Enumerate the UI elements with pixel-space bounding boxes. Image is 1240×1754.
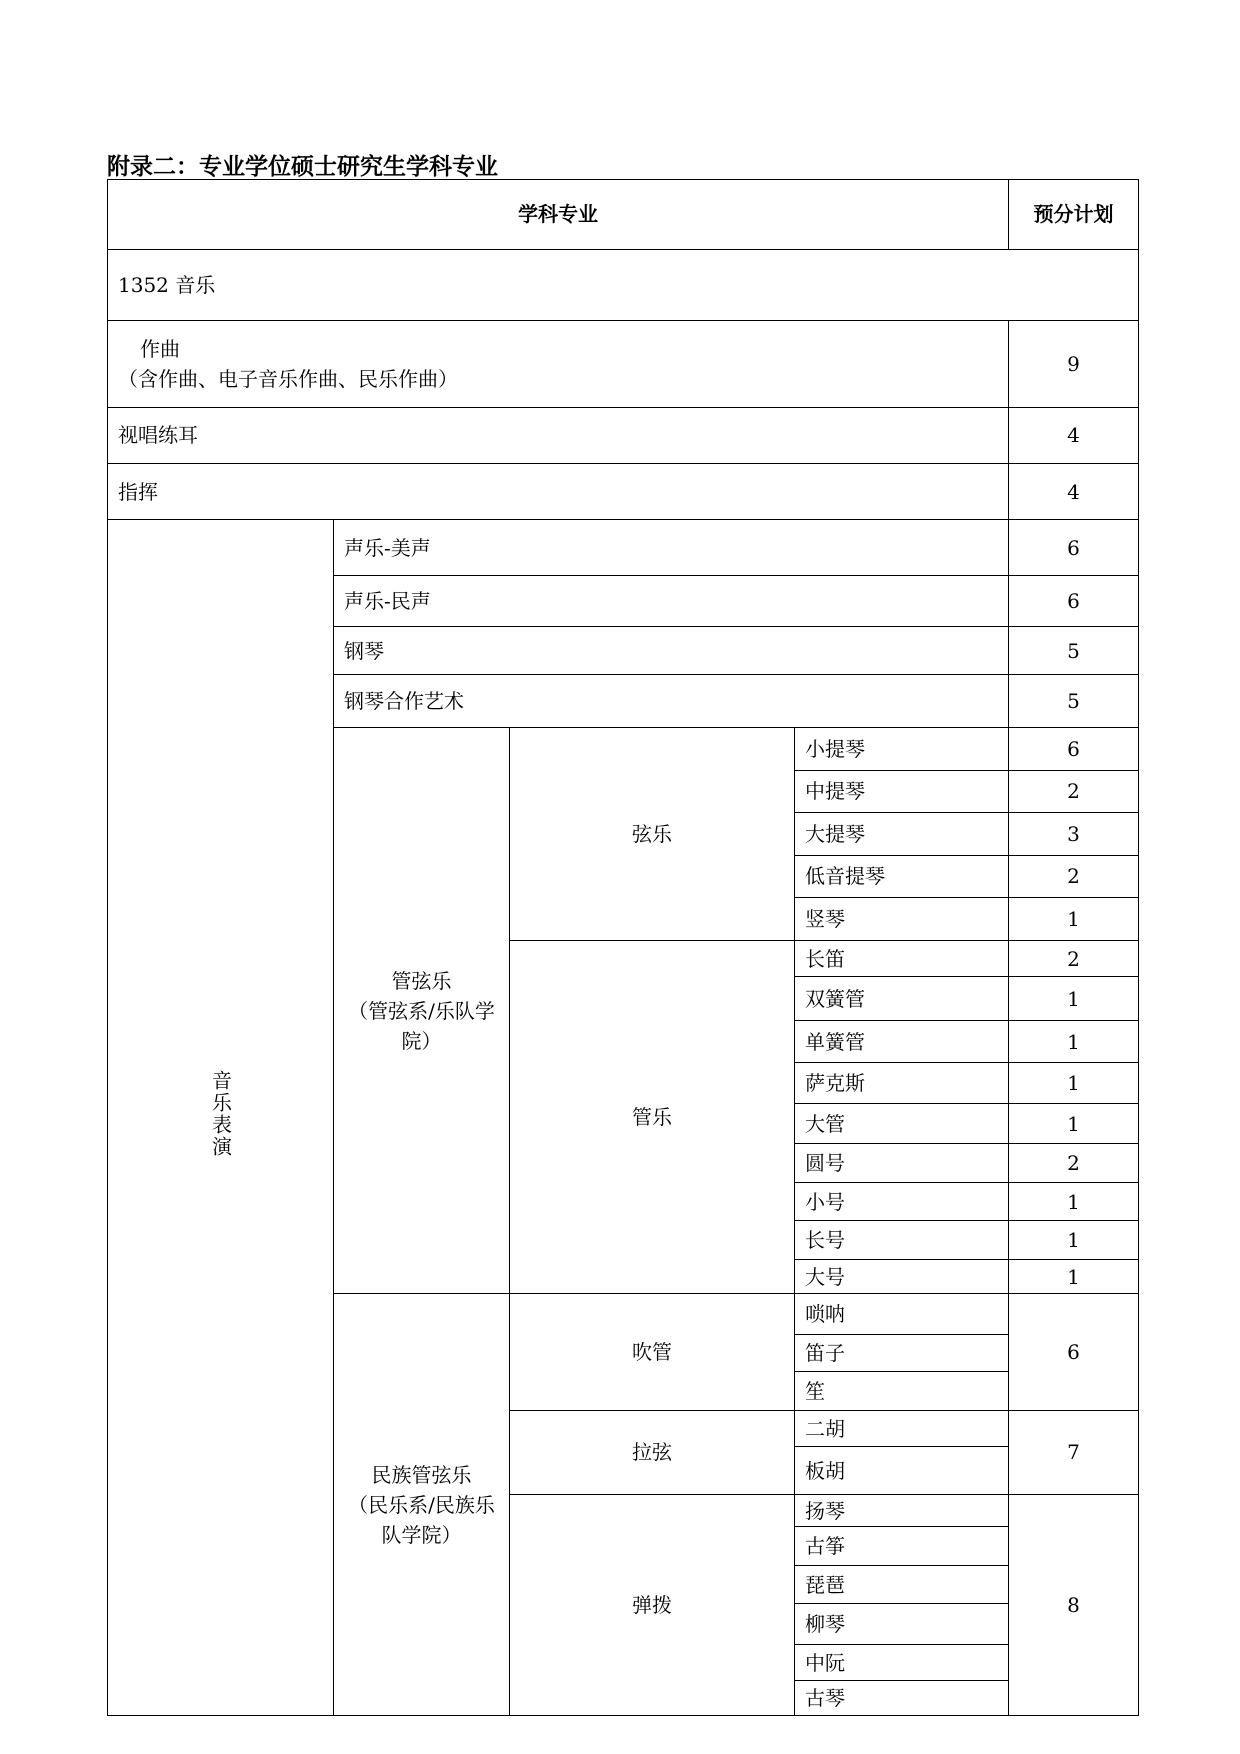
single-name: 钢琴 [334, 626, 1009, 675]
instrument-name: 长号 [795, 1221, 1009, 1260]
winds-label: 管乐 [510, 940, 795, 1294]
conducting-name: 指挥 [108, 463, 1009, 520]
instrument-name: 中阮 [795, 1644, 1009, 1680]
instrument-name: 琵琶 [795, 1565, 1009, 1604]
instrument-value: 2 [1009, 940, 1139, 976]
single-value: 5 [1009, 675, 1139, 728]
instrument-name: 古琴 [795, 1681, 1009, 1716]
instrument-name: 圆号 [795, 1144, 1009, 1183]
blow-value: 6 [1009, 1294, 1139, 1411]
instrument-value: 1 [1009, 898, 1139, 941]
instrument-value: 1 [1009, 1221, 1139, 1260]
chinese-name: 民族管弦乐 [371, 1462, 472, 1487]
single-value: 6 [1009, 576, 1139, 627]
pluck-value: 8 [1009, 1494, 1139, 1715]
table-row [108, 320, 1139, 407]
instrument-value: 2 [1009, 1144, 1139, 1183]
instrument-name: 竖琴 [795, 898, 1009, 941]
composition-value: 9 [1009, 320, 1139, 407]
instrument-name: 双簧管 [795, 977, 1009, 1021]
instrument-name: 二胡 [795, 1410, 1009, 1446]
table-row [108, 407, 1139, 463]
performance-label-cell [108, 520, 334, 1716]
instrument-name: 小号 [795, 1182, 1009, 1221]
orchestral-dept: （管弦系/乐队学院） [348, 998, 495, 1053]
instrument-name: 唢呐 [795, 1294, 1009, 1335]
category-row [108, 249, 1139, 320]
orchestral-group-cell [334, 728, 510, 1294]
chinese-dept: （民乐系/民族乐队学院） [348, 1492, 495, 1547]
instrument-name: 大提琴 [795, 813, 1009, 856]
performance-label: 音乐表演 [208, 1069, 233, 1158]
pluck-label: 弹拨 [510, 1494, 795, 1715]
instrument-name: 低音提琴 [795, 855, 1009, 898]
header-subject: 学科专业 [108, 180, 1009, 250]
solfege-name: 视唱练耳 [108, 407, 1009, 463]
instrument-value: 1 [1009, 977, 1139, 1021]
instrument-value: 1 [1009, 1182, 1139, 1221]
instrument-value: 1 [1009, 1103, 1139, 1144]
table-row [108, 463, 1139, 520]
single-value: 6 [1009, 520, 1139, 576]
chinese-group-cell [334, 1294, 510, 1716]
instrument-name: 笛子 [795, 1334, 1009, 1371]
single-name: 声乐-民声 [334, 576, 1009, 627]
bow-value: 7 [1009, 1410, 1139, 1494]
instrument-value: 1 [1009, 1259, 1139, 1293]
instrument-value: 3 [1009, 813, 1139, 856]
instrument-name: 大号 [795, 1259, 1009, 1293]
header-plan: 预分计划 [1009, 180, 1139, 250]
instrument-name: 萨克斯 [795, 1063, 1009, 1104]
instrument-value: 2 [1009, 855, 1139, 898]
instrument-name: 板胡 [795, 1447, 1009, 1495]
instrument-name: 大管 [795, 1103, 1009, 1144]
composition-note: （含作曲、电子音乐作曲、民乐作曲） [118, 366, 458, 391]
single-value: 5 [1009, 626, 1139, 675]
orchestral-name: 管弦乐 [391, 968, 452, 993]
strings-label: 弦乐 [510, 728, 795, 941]
bow-label: 拉弦 [510, 1410, 795, 1494]
instrument-name: 中提琴 [795, 770, 1009, 813]
blow-label: 吹管 [510, 1294, 795, 1411]
category-label: 1352 音乐 [108, 249, 1139, 320]
instrument-name: 长笛 [795, 940, 1009, 976]
instrument-name: 柳琴 [795, 1604, 1009, 1645]
instrument-name: 小提琴 [795, 728, 1009, 771]
subject-plan-table [107, 179, 1139, 1716]
solfege-value: 4 [1009, 407, 1139, 463]
instrument-name: 笙 [795, 1372, 1009, 1411]
instrument-value: 6 [1009, 728, 1139, 771]
composition-name: 作曲 [140, 336, 180, 361]
instrument-name: 单簧管 [795, 1020, 1009, 1063]
instrument-name: 扬琴 [795, 1494, 1009, 1526]
composition-cell [108, 320, 1009, 407]
table-row [108, 520, 1139, 576]
table-header-row [108, 180, 1139, 250]
instrument-value: 2 [1009, 770, 1139, 813]
document-title: 附录二：专业学位硕士研究生学科专业 [107, 153, 498, 180]
instrument-name: 古筝 [795, 1527, 1009, 1566]
single-name: 钢琴合作艺术 [334, 675, 1009, 728]
conducting-value: 4 [1009, 463, 1139, 520]
instrument-value: 1 [1009, 1020, 1139, 1063]
single-name: 声乐-美声 [334, 520, 1009, 576]
instrument-value: 1 [1009, 1063, 1139, 1104]
